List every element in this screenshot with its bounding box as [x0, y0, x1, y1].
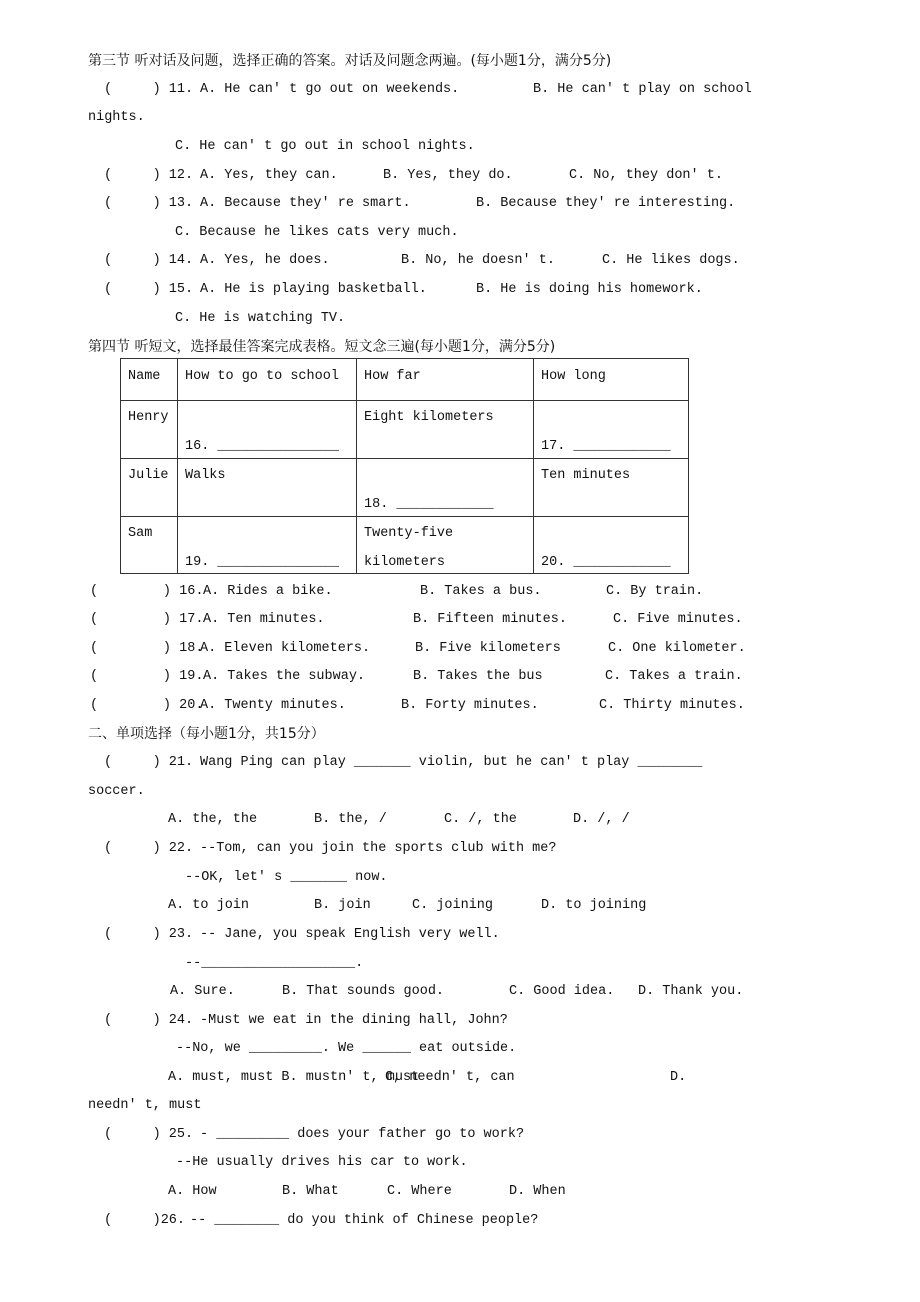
q11-option-c: C. He can' t go out in school nights.	[175, 139, 475, 154]
q21-stem: Wang Ping can play _______ violin, but he can' t play ________	[200, 755, 703, 770]
q12-option-c: C. No, they don' t.	[569, 168, 723, 183]
q26-stem: -- ________ do you think of Chinese people?	[190, 1213, 539, 1228]
q19-number: ( ) 19.	[90, 669, 204, 684]
q18-number: ( ) 18.	[90, 641, 204, 656]
q16-number: ( ) 16.	[90, 584, 204, 599]
answer-table	[120, 358, 689, 574]
q21-number: ( ) 21.	[104, 755, 194, 770]
blank-20: 20. ____________	[541, 555, 671, 570]
cell-name: Henry	[128, 410, 169, 425]
q24-option-d: D.	[670, 1070, 687, 1085]
q21-option-d: D. /, /	[573, 812, 630, 827]
q23-option-c: C. Good idea.	[509, 984, 615, 999]
q12-option-b: B. Yes, they do.	[383, 168, 513, 183]
q23-stem-cont: --___________________.	[185, 956, 364, 971]
q23-option-b: B. That sounds good.	[282, 984, 445, 999]
q11-number: ( ) 11.	[104, 82, 194, 97]
cell-name: Sam	[128, 526, 153, 541]
q25-stem-cont: --He usually drives his car to work.	[176, 1155, 468, 1170]
blank-17: 17. ____________	[541, 439, 671, 454]
q15-option-a: A. He is playing basketball.	[200, 282, 427, 297]
q11-option-b: B. He can' t play on school	[533, 82, 752, 97]
q24-options-ab: A. must, must B. mustn' t, must	[168, 1070, 420, 1085]
q23-option-d: D. Thank you.	[638, 984, 744, 999]
q20-option-b: B. Forty minutes.	[401, 698, 539, 713]
q14-number: ( ) 14.	[104, 253, 194, 268]
q20-option-c: C. Thirty minutes.	[599, 698, 745, 713]
cell-transport: Walks	[185, 468, 226, 483]
q24-number: ( ) 24.	[104, 1013, 194, 1028]
q26-number: ( )26.	[104, 1213, 186, 1228]
q16-option-a: A. Rides a bike.	[203, 584, 333, 599]
q13-number: ( ) 13.	[104, 196, 194, 211]
blank-18: 18. ____________	[364, 497, 494, 512]
q21-option-b: B. the, /	[314, 812, 387, 827]
q25-number: ( ) 25.	[104, 1127, 194, 1142]
q23-number: ( ) 23.	[104, 927, 194, 942]
q19-option-a: A. Takes the subway.	[203, 669, 366, 684]
q11-option-b-cont: nights.	[88, 110, 145, 125]
q22-stem-cont: --OK, let' s _______ now.	[185, 870, 388, 885]
q17-option-c: C. Five minutes.	[613, 612, 743, 627]
q23-stem: -- Jane, you speak English very well.	[200, 927, 500, 942]
q15-option-b: B. He is doing his homework.	[476, 282, 703, 297]
q17-option-a: A. Ten minutes.	[203, 612, 325, 627]
q13-option-a: A. Because they' re smart.	[200, 196, 411, 211]
cell-time: Ten minutes	[541, 468, 631, 483]
q25-option-c: C. Where	[387, 1184, 452, 1199]
q13-option-c: C. Because he likes cats very much.	[175, 225, 459, 240]
q22-option-b: B. join	[314, 898, 371, 913]
header-how-long: How long	[541, 369, 606, 384]
q12-option-a: A. Yes, they can.	[200, 168, 338, 183]
q18-option-b: B. Five kilometers	[415, 641, 561, 656]
header-how-to-go: How to go to school	[185, 369, 339, 384]
q15-number: ( ) 15.	[104, 282, 194, 297]
q25-option-a: A. How	[168, 1184, 217, 1199]
q24-stem-cont: --No, we _________. We ______ eat outside.	[176, 1041, 517, 1056]
q22-option-d: D. to joining	[541, 898, 647, 913]
q17-option-b: B. Fifteen minutes.	[413, 612, 567, 627]
cell-distance: Twenty-five	[364, 526, 454, 541]
part2-heading: 二、单项选择（每小题1分，共15分）	[88, 726, 325, 742]
q24-stem: -Must we eat in the dining hall, John?	[200, 1013, 508, 1028]
q16-option-c: C. By train.	[606, 584, 704, 599]
q21-option-a: A. the, the	[168, 812, 258, 827]
q23-option-a: A. Sure.	[170, 984, 235, 999]
q14-option-c: C. He likes dogs.	[602, 253, 740, 268]
cell-distance: Eight kilometers	[364, 410, 494, 425]
section4-heading: 第四节 听短文，选择最佳答案完成表格。短文念三遍(每小题1分，满分5分)	[88, 339, 556, 355]
header-how-far: How far	[364, 369, 421, 384]
q12-number: ( ) 12.	[104, 168, 194, 183]
q14-option-b: B. No, he doesn' t.	[401, 253, 555, 268]
q22-number: ( ) 22.	[104, 841, 194, 856]
q18-option-c: C. One kilometer.	[608, 641, 746, 656]
cell-name: Julie	[128, 468, 169, 483]
q13-option-b: B. Because they' re interesting.	[476, 196, 736, 211]
q24-option-c: C, needn' t, can	[385, 1070, 515, 1085]
q25-option-d: D. When	[509, 1184, 566, 1199]
blank-16: 16. _______________	[185, 439, 339, 454]
header-name: Name	[128, 369, 161, 384]
q20-number: ( ) 20.	[90, 698, 204, 713]
section3-heading: 第三节 听对话及问题，选择正确的答案。对话及问题念两遍。(每小题1分，满分5分)	[88, 53, 612, 69]
cell-distance-cont: kilometers	[364, 555, 446, 570]
q15-option-c: C. He is watching TV.	[175, 311, 346, 326]
q21-option-c: C. /, the	[444, 812, 517, 827]
blank-19: 19. _______________	[185, 555, 339, 570]
q22-option-c: C. joining	[412, 898, 494, 913]
q21-stem-cont: soccer.	[88, 784, 145, 799]
q20-option-a: A. Twenty minutes.	[200, 698, 346, 713]
q14-option-a: A. Yes, he does.	[200, 253, 330, 268]
q22-option-a: A. to join	[168, 898, 250, 913]
q24-option-d-cont: needn' t, must	[88, 1098, 202, 1113]
q11-option-a: A. He can' t go out on weekends.	[200, 82, 460, 97]
q19-option-b: B. Takes the bus	[413, 669, 543, 684]
q17-number: ( ) 17.	[90, 612, 204, 627]
q22-stem: --Tom, can you join the sports club with me?	[200, 841, 557, 856]
q25-stem: - _________ does your father go to work?	[200, 1127, 525, 1142]
q18-option-a: A. Eleven kilometers.	[200, 641, 371, 656]
q19-option-c: C. Takes a train.	[605, 669, 743, 684]
q25-option-b: B. What	[282, 1184, 339, 1199]
q16-option-b: B. Takes a bus.	[420, 584, 542, 599]
